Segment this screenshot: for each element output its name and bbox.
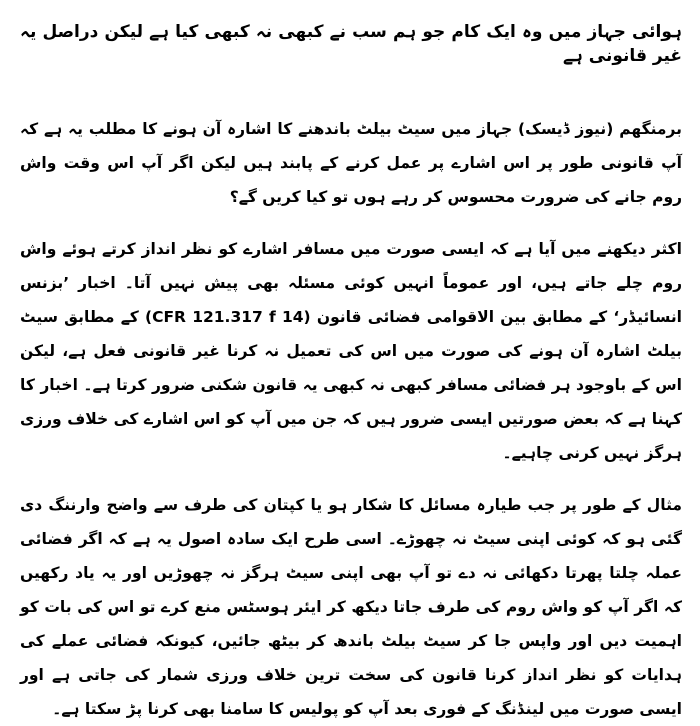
article-paragraph-2: اکثر دیکھنے میں آیا ہے کہ ایسی صورت میں مسافر اشارے کو نظر انداز کرتے ہوئے واش روم چلے جاتے ہیں، اور عموماً انہیں کوئی مسئلہ بھی پیش نہیں آتا۔ اخبار ’بزنس انسائیڈر‘ کے مطابق بین الاقوامی فضائی قانون (14 CFR 121.317 f) کے مطابق سیٹ بیلٹ اشارہ آن ہونے کی صورت میں اس کی تعمیل نہ کرنا غیر قانونی فعل ہے، لیکن اس کے باوجود ہر فضائی مسافر کبھی نہ کبھی یہ قانون شکنی ضرور کرتا ہے۔ اخبار کا کہنا ہے کہ بعض صورتیں ایسی ضرور ہیں کہ جن میں آپ کو اس اشارے کی خلاف ورزی ہرگز نہیں کرنی چاہیے۔ [20, 240, 682, 462]
article-title: ہوائی جہاز میں وہ ایک کام جو ہم سب نے کبھی نہ کبھی کیا ہے لیکن دراصل یہ غیر قانونی ہے [20, 22, 682, 66]
article-paragraph-1: برمنگھم (نیوز ڈیسک) جہاز میں سیٹ بیلٹ باندھنے کا اشارہ آن ہونے کا مطلب یہ ہے کہ آپ قانونی طور پر اس اشارے پر عمل کرنے کے پابند ہیں لیکن اگر آپ اس وقت واش روم جانے کی ضرورت محسوس کر رہے ہوں تو کیا کریں گے؟ [20, 120, 682, 206]
article-paragraph-3: مثال کے طور پر جب طیارہ مسائل کا شکار ہو یا کپتان کی طرف سے واضح وارننگ دی گئی ہو کہ کوئی اپنی سیٹ نہ چھوڑے۔ اسی طرح ایک سادہ اصول یہ ہے کہ اگر فضائی عملہ چلتا پھرتا دکھائی نہ دے تو آپ بھی اپنی سیٹ ہرگز نہ چھوڑیں اور یہ یاد رکھیں کہ اگر آپ کو واش روم کی طرف جاتا دیکھ کر ایئر ہوسٹس منع کرے تو اس کی بات کو اہمیت دیں اور واپس جا کر سیٹ بیلٹ باندھ کر بیٹھ جائیں، کیونکہ فضائی عملے کی ہدایات کو نظر انداز کرنا قانون کی سخت ترین خلاف ورزی شمار کی جاتی ہے اور ایسی صورت میں لینڈنگ کے فوری بعد آپ کو پولیس کا سامنا بھی کرنا پڑ سکتا ہے۔ [20, 496, 682, 718]
